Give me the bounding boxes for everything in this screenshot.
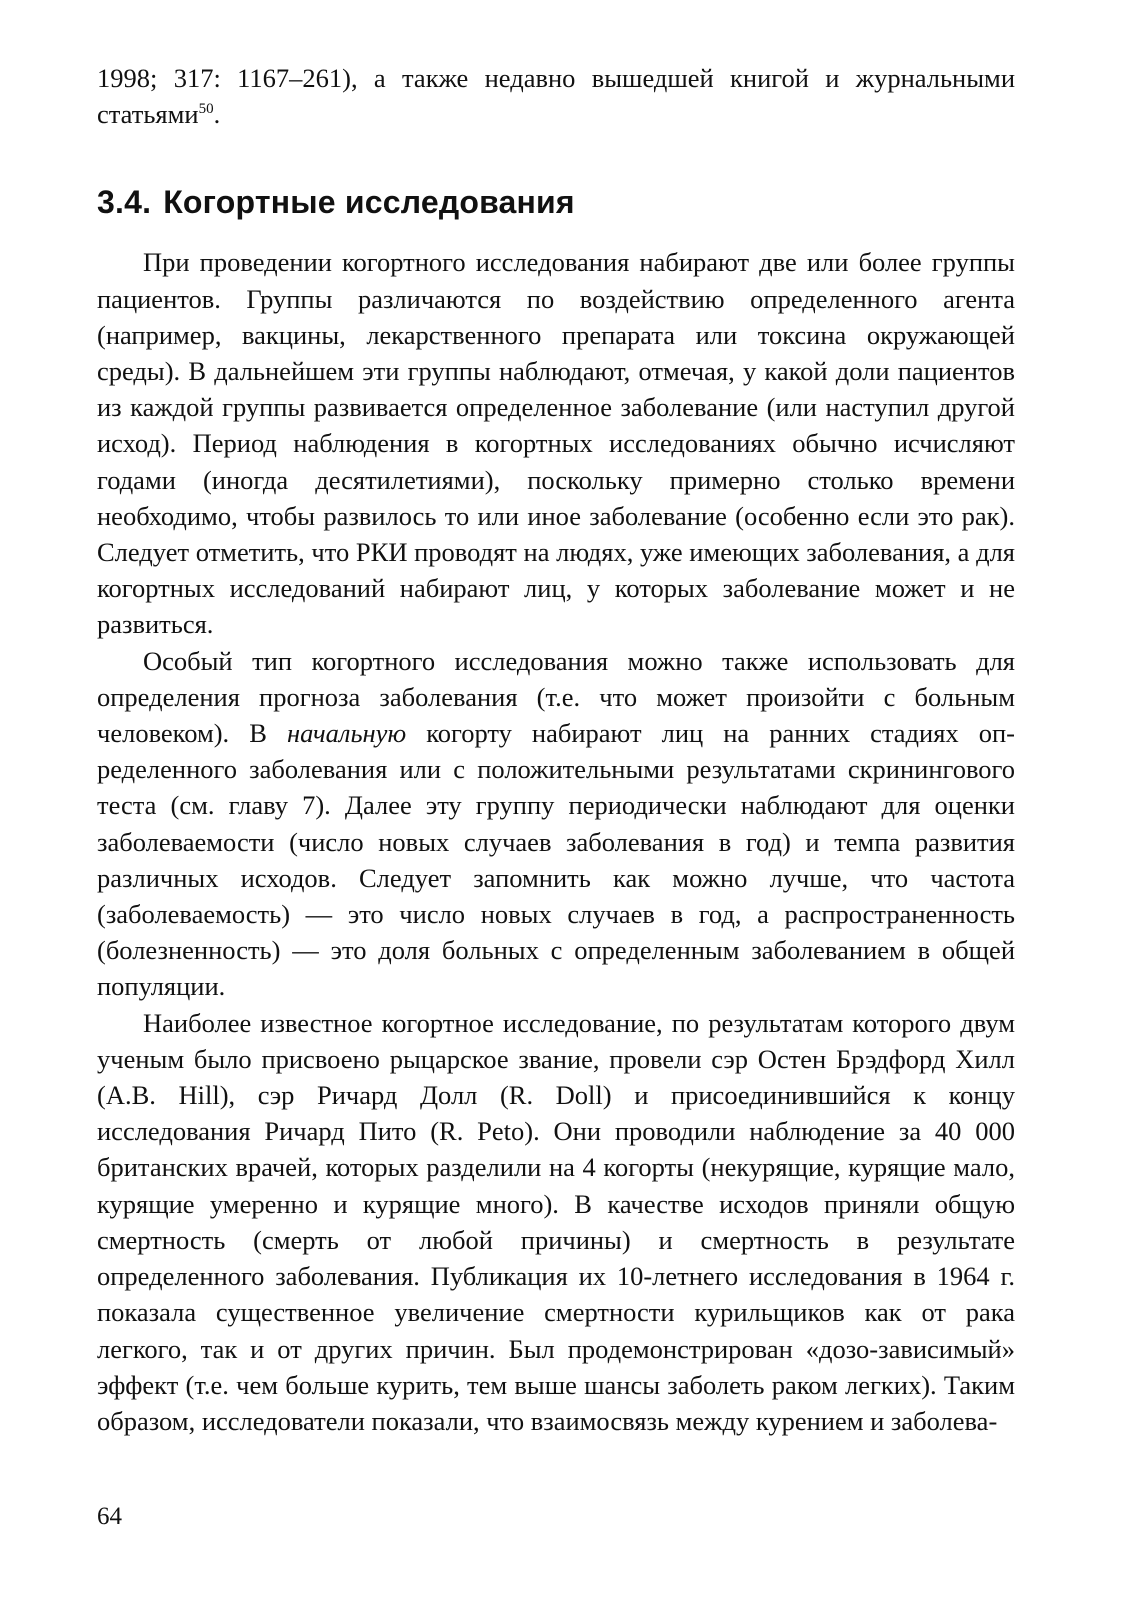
paragraph-cohort-definition: При проведении когортного исследования набирают две или более группы пациентов. Группы различаются по воздействию определенного агента (например, вакцины, лекарственного препарата или токсина окружающей среды). В дальнейшем эти группы наблюдают, отмечая, у какой доли пациентов из каждой группы развивается определенное заболевание (или наступил другой исход). Период наблюдения в когортных исследованиях обычно исчисляют годами (иногда десятилетиями), поскольку примерно столько времени необходимо, чтобы развилось то или иное заболевание (особенно если это рак). Следует отметить, что РКИ проводят на людях, уже имеющих заболевания, а для когортных исследований набирают лиц, у которых заболевание может и не развиться. — [97, 247, 1015, 640]
intro-text: 1998; 317: 1167–261), а также недавно вышедшей книгой и журнальными статьями — [97, 63, 1015, 130]
intro-paragraph — [97, 60, 1015, 132]
section-title: Когортные исследования — [163, 184, 575, 221]
paragraph-doctors-study: Наиболее известное когортное исследование, по результатам которого двум ученым было присвоено рыцарское звание, провели сэр Остен Брэдфорд Хилл (A.B. Hill), сэр Ричард Долл (R. Doll) и присоединившийся к концу исследования Ричард Пито (R. Peto). Они проводили наблюдение за 40 000 британских врачей, которых разделили на 4 когорты (некурящие, курящие мало, курящие умеренно и курящие много). В качестве исходов приняли общую смертность (смерть от любой причины) и смертность в результате определенного заболевания. Публикация их 10-летнего исследования в 1964 г. показала существенное увеличение смертности курильщиков как от рака легкого, так и от других причин. Был продемонстрирован «дозо-зависимый» эффект (т.е. чем больше курить, тем выше шансы заболеть раком легких). Таким образом, исследователи показали, что взаимосвязь между курением и заболева- — [97, 1007, 1015, 1436]
section-heading — [97, 182, 1015, 222]
intro-period: . — [213, 99, 221, 130]
paragraph-text: когорту набирают лиц на ранних стадиях определенного заболевания или с положительными результатами скринингового теста (см. главу 7). Далее эту группу периодически наблюдают для оценки заболеваемости (число новых случаев заболевания в год) и темпа развития различных исходов. Следует запомнить как можно лучше, что частота (заболеваемость) — это число новых случаев в год, а распространенность (болезненность) — это доля больных с определенным заболеванием в общей популяции. — [97, 718, 1015, 1002]
page-number: 64 — [97, 1503, 122, 1530]
section-number: 3.4. — [97, 184, 152, 221]
footnote-reference: 50 — [198, 101, 214, 118]
paragraph-text: Особый тип когортного исследования можно также использовать для определения прогноза заболевания (т.е. что может произойти с больным человеком). В — [97, 645, 1015, 749]
emphasis-term: начальную — [286, 718, 407, 749]
paragraph-inception-cohort — [97, 643, 1015, 1005]
page-body — [97, 60, 1015, 1439]
